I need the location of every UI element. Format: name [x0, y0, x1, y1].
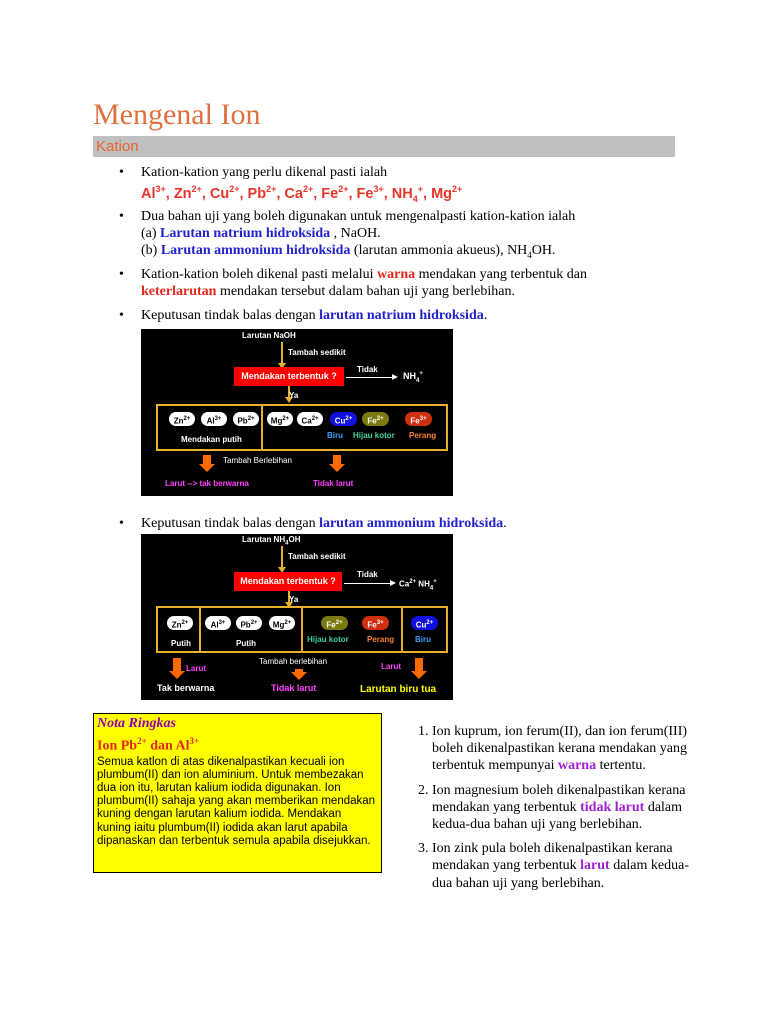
ion-zn-2plus: $Zn^{2+}$	[169, 412, 195, 426]
ion-pb-2plus: $Pb^{2+}$	[236, 616, 262, 630]
section-header	[93, 136, 675, 157]
ion-fe-3plus: $Fe^{3+}$	[405, 412, 432, 426]
precipitate-color-label: Hijau kotor	[307, 635, 349, 644]
ion-zn-2plus: $Zn^{2+}$	[167, 616, 193, 630]
precipitate-color-label: Perang	[367, 635, 395, 644]
note-heading: Nota Ringkas	[97, 716, 176, 731]
nh4oh-flowchart: Larutan $NH_4OH$ Tambah sedikit Mendakan terbentuk ? Tidak $Ca^{2+}$ $NH_4^+$ Ya Putih Putih Larut Larut Tambah berlebihan Tak berwarna Tidak larut Larutan biru tua $Zn^{2+}$ $Al^{3+}$ $Pb^{2+}$ $Mg^{2+}$ $Fe^{2+}$ $Fe^{3+}$ $Cu^{2+}$ Hijau kotor Perang Biru	[141, 534, 453, 700]
section-title: Kation	[96, 138, 139, 155]
ion-fe-2plus: $Fe^{2+}$	[321, 616, 348, 630]
bullet-list	[93, 164, 683, 324]
ion-al-3plus: $Al^{3+}$	[205, 616, 231, 630]
bullet-2: • Dua bahan uji yang boleh digunakan untuk mengenalpasti kation-kation ialah (a) Larutan natrium hidroksida , NaOH. (b) Larutan ammonium hidroksida (larutan ammonia akueus), $NH_4OH$.	[141, 208, 683, 266]
ion-pb-2plus: $Pb^{2+}$	[233, 412, 259, 426]
ion-cu-2plus: $Cu^{2+}$	[411, 616, 438, 630]
note-body: Semua katlon di atas dikenalpastikan kecuali ion plumbum(II) dan ion aluminium. Untuk membezakan dua ion itu, larutan kalium iodida digunakan. Ion plumbum(II) sahaja yang akan memberikan mendakan kuning dengan larutan kalium iodida. Mendakan kuning iaitu plumbum(II) iodida akan larut apabila dipanaskan dan terbentuk semula apabila disejukkan.	[97, 755, 376, 847]
bullet-list-2	[93, 515, 683, 532]
summary-note-box	[93, 713, 382, 873]
ion-fe-3plus: $Fe^{3+}$	[362, 616, 389, 630]
precipitate-color-label: Biru	[415, 635, 431, 644]
bullet-5: • Keputusan tindak balas dengan larutan ammonium hidroksida.	[141, 515, 683, 532]
page-title: Mengenal Ion	[93, 98, 261, 131]
precipitate-question: Mendakan terbentuk ?	[234, 367, 344, 386]
bullet-3: • Kation-kation boleh dikenal pasti melalui warna mendakan yang terbentuk dan keterlarutan mendakan tersebut dalam bahan uji yang berlebihan.	[141, 266, 683, 307]
ion-cu-2plus: $Cu^{2+}$	[330, 412, 357, 426]
ion-mg-2plus: $Mg^{2+}$	[269, 616, 295, 630]
naoh-flowchart: Larutan NaOH Tambah sedikit Mendakan terbentuk ? Tidak $NH_4^+$ Ya Mendakan putih Tambah Berlebihan Larut --> tak berwarna Tidak larut $Zn^{2+}$ $Al^{3+}$ $Pb^{2+}$ $Mg^{2+}$ $Ca^{2+}$ $Cu^{2+}$ $Fe^{2+}$ $Fe^{3+}$ Biru Hijau kotor Perang	[141, 329, 453, 496]
precipitate-color-label: Biru	[327, 431, 343, 440]
ion-al-3plus: $Al^{3+}$	[201, 412, 227, 426]
note-1: 1. Ion kuprum, ion ferum(II), dan ion ferum(III) boleh dikenalpastikan kerana mendakan yang terbentuk mempunyai warna tertentu.	[432, 723, 704, 775]
note-3: 3. Ion zink pula boleh dikenalpastikan kerana mendakan yang terbentuk larut dalam kedua-dua bahan uji yang berlebihan.	[432, 840, 704, 892]
bullet-1: • Kation-kation yang perlu dikenal pasti ialah $Al^{3+}$, $Zn^{2+}$, $Cu^{2+}$, $Pb^{2+}$, $Ca^{2+}$, $Fe^{2+}$, $Fe^{3+}$, $NH_4^+$, $Mg^{2+}$	[141, 164, 683, 208]
precipitate-color-label: Perang	[409, 431, 437, 440]
reagent-label: Larutan NaOH	[242, 331, 296, 340]
bullet-4: • Keputusan tindak balas dengan larutan natrium hidroksida.	[141, 307, 683, 324]
numbered-notes	[408, 723, 704, 899]
precipitate-color-label: Hijau kotor	[353, 431, 395, 440]
note-subheading: Ion $Pb^{2+}$ dan $Al^{3+}$	[97, 736, 200, 754]
ion-fe-2plus: $Fe^{2+}$	[362, 412, 389, 426]
ion-mg-2plus: $Mg^{2+}$	[267, 412, 293, 426]
cation-list: $Al^{3+}$, $Zn^{2+}$, $Cu^{2+}$, $Pb^{2+}$, $Ca^{2+}$, $Fe^{2+}$, $Fe^{3+}$, $NH_4^+$, $Mg^{2+}$	[141, 184, 463, 204]
note-2: 2. Ion magnesium boleh dikenalpastikan kerana mendakan yang terbentuk tidak larut dalam kedua-dua bahan uji yang berlebihan.	[432, 782, 704, 834]
ion-ca-2plus: $Ca^{2+}$	[297, 412, 323, 426]
